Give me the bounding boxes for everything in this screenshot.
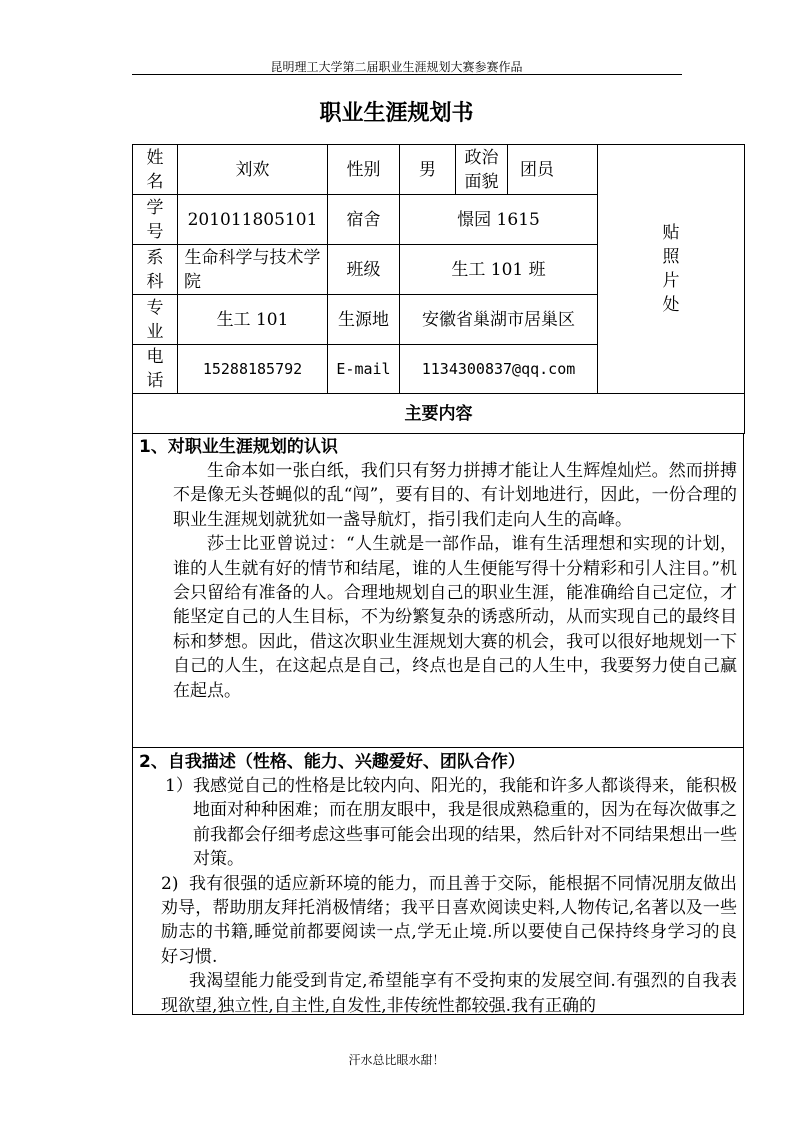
item-text: 我渴望能力能受到肯定,希望能享有不受拘束的发展空间.有强烈的自我表现欲望,独立性,自主性,自发性,非传统性都较强.我有正确的 — [161, 971, 737, 1016]
photo-label: 贴照片处 — [662, 223, 680, 315]
class-label: 班级 — [328, 245, 400, 295]
section1-paragraph: 生命本如一张白纸，我们只有努力拼搏才能让人生辉煌灿烂。然而拼搏不是像无头苍蝇似的乱“闯”，要有目的、有计划地进行，因此，一份合理的职业生涯规划就犹如一盏导航灯，指引我们走向人生的高峰。 — [173, 461, 737, 530]
gender-label: 性别 — [328, 145, 400, 195]
major-value: 生工 101 — [178, 295, 328, 345]
page-header: 昆明理工大学第二届职业生涯规划大赛参赛作品 — [270, 60, 523, 74]
class-value: 生工 101 班 — [400, 245, 598, 295]
item-text: 我感觉自己的性格是比较内向、阳光的，我能和许多人都谈得来，能积极地面对种种困难；而在朋友眼中，我是很成熟稳重的，因为在每次做事之前我都会仔细考虑这些事可能会出现的结果，然后针对不同结果想出一些对策。 — [193, 776, 737, 870]
name-value: 刘欢 — [178, 145, 328, 195]
political-label: 政治面貌 — [456, 145, 508, 195]
phone-value: 15288185792 — [178, 345, 328, 394]
department-value: 生命科学与技术学院 — [178, 245, 328, 295]
dorm-value: 憬园 1615 — [400, 195, 598, 245]
page-footer: 汗水总比眼水甜！ — [348, 1053, 445, 1067]
item-body — [161, 872, 743, 1018]
section1-body — [133, 459, 743, 703]
department-label: 系科 — [133, 245, 178, 295]
section2-title: 2、自我描述（性格、能力、兴趣爱好、团队合作） — [139, 752, 525, 772]
section-self-description — [132, 747, 744, 1015]
main-content-heading: 主要内容 — [133, 394, 745, 434]
origin-label: 生源地 — [328, 295, 400, 345]
personal-info-table — [132, 144, 745, 434]
item-number: 1） — [165, 776, 193, 796]
section1-title: 1、对职业生涯规划的认识 — [139, 437, 338, 457]
section-career-understanding — [132, 433, 744, 748]
student-id-value: 201011805101 — [178, 195, 328, 245]
gender-value: 男 — [400, 145, 456, 195]
self-item-1 — [133, 774, 743, 872]
email-label: E-mail — [328, 345, 400, 394]
email-value: 1134300837@qq.com — [400, 345, 598, 394]
item-number: 2) — [161, 873, 179, 894]
self-item-2 — [133, 872, 743, 1018]
phone-label: 电话 — [133, 345, 178, 394]
name-label: 姓名 — [133, 145, 178, 195]
political-value: 团员 — [508, 145, 598, 195]
dorm-label: 宿舍 — [328, 195, 400, 245]
header-rule — [132, 74, 682, 75]
origin-value: 安徽省巢湖市居巢区 — [400, 295, 598, 345]
photo-placeholder — [598, 145, 745, 394]
item-text: 我有很强的适应新环境的能力，而且善于交际，能根据不同情况朋友做出劝导，帮助朋友拜托消极情绪；我平日喜欢阅读史料,人物传记,名著以及一些励志的书籍,睡觉前都要阅读一点,学无止境.所以要使自己保持终身学习的良好习惯. — [161, 873, 737, 967]
section1-paragraph: 莎士比亚曾说过：“人生就是一部作品，谁有生活理想和实现的计划，谁的人生就有好的情节和结尾，谁的人生便能写得十分精彩和引人注目。”机会只留给有准备的人。合理地规划自己的职业生涯，能准确给自己定位，才能坚定自己的人生目标，不为纷繁复杂的诱惑所动，从而实现自己的最终目标和梦想。因此，借这次职业生涯规划大赛的机会，我可以很好地规划一下自己的人生，在这起点是自己，终点也是自己的人生中，我要努力使自己赢在起点。 — [173, 534, 737, 701]
document-title: 职业生涯规划书 — [319, 101, 474, 126]
major-label: 专业 — [133, 295, 178, 345]
student-id-label: 学号 — [133, 195, 178, 245]
